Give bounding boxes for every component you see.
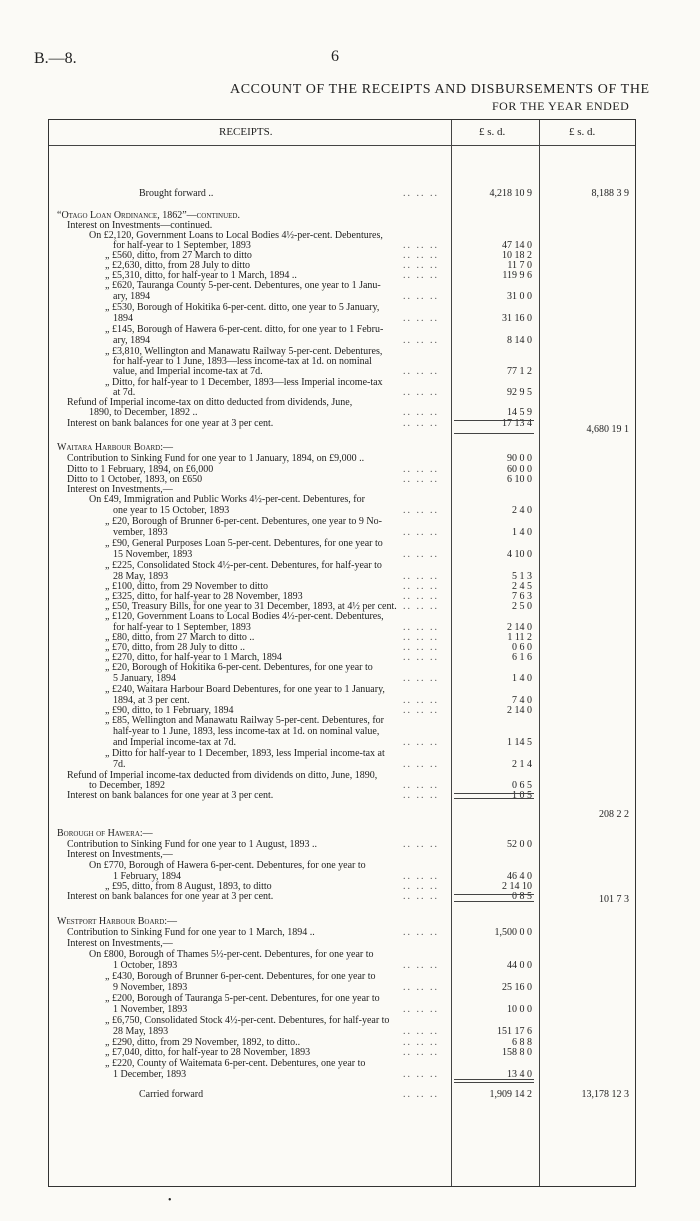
ledger-row [49,927,635,938]
row-description: „ £90, General Purposes Loan 5-per-cent. Debentures, for one year to [105,538,383,549]
row-description: Interest on bank balances for one year at 3 per cent. [67,418,274,429]
row-description: „ £100, ditto, from 29 November to ditto [105,581,269,592]
leader-dots: .. .. .. [403,1004,439,1015]
ledger-row [49,611,635,622]
leader-dots: .. .. .. [403,790,439,801]
row-description: „ £6,750, Consolidated Stock 4½-per-cent. Debentures, for half-year to [105,1015,390,1026]
leader-dots: .. .. .. [403,1026,439,1037]
row-description: 1894, at 3 per cent. [113,695,190,706]
leader-dots: .. .. .. [403,387,439,398]
item-amount: 5 1 3 [512,571,532,582]
row-description: „ £225, Consolidated Stock 4½-per-cent. Debentures, for half-year to [105,560,382,571]
subtotal-row [49,809,635,820]
ledger-row [49,737,635,748]
row-description: „ £20, Borough of Hokitika 6-per-cent. Debentures, for one year to [105,662,373,673]
item-amount: 7 6 3 [512,591,532,602]
ledger-row [49,313,635,324]
ledger-row [49,949,635,960]
item-amount: 1 4 0 [512,673,532,684]
ledger-row [49,715,635,726]
leader-dots: .. .. .. [403,313,439,324]
ledger-row [49,1026,635,1037]
row-description: „ £120, Government Loans to Local Bodies 4½-per-cent. Debentures, [105,611,384,622]
item-amount: 119 9 6 [502,270,532,281]
row-description: 28 May, 1893 [113,1026,169,1037]
ledger-row [49,494,635,505]
row-description: On £2,120, Government Loans to Local Bodies 4½-per-cent. Debentures, [89,230,383,241]
leader-dots: .. .. .. [403,291,439,302]
sum-rule [454,894,534,895]
ledger-row [49,453,635,464]
row-description: 15 November, 1893 [113,549,193,560]
ledger-row [49,560,635,571]
item-amount: 151 17 6 [497,1026,532,1037]
item-amount: 2 4 5 [512,581,532,592]
subtotal-row [49,424,635,435]
row-description: 28 May, 1893 [113,571,169,582]
ledger-row [49,538,635,549]
ledger-row [49,1015,635,1026]
section-total: 101 7 3 [599,894,629,905]
row-description: „ £240, Waitara Harbour Board Debentures, for one year to 1 January, [105,684,385,695]
ledger-row [49,280,635,291]
item-amount: 17 13 4 [502,418,532,429]
row-description: „ £220, County of Waitemata 6-per-cent. Debentures, one year to [105,1058,366,1069]
row-description: Contribution to Sinking Fund for one year to 1 March, 1894 .. [67,927,315,938]
section-total: 208 2 2 [599,809,629,820]
leader-dots: .. .. .. [403,839,439,850]
page-title: ACCOUNT OF THE RECEIPTS AND DISBURSEMENTS OF THE [230,82,650,97]
row-description: Brought forward .. [139,188,214,199]
item-amount: 2 1 4 [512,759,532,770]
row-description: for half-year to 1 September, 1893 [113,240,251,251]
row-description: to December, 1892 [89,780,165,791]
row-description: „ £560, ditto, from 27 March to ditto [105,250,252,261]
item-amount: 14 5 9 [507,407,532,418]
row-description: „ £85, Wellington and Manawatu Railway 5-per-cent. Debentures, for [105,715,384,726]
leader-dots: .. .. .. [403,982,439,993]
row-description: „ £5,310, ditto, for half-year to 1 March, 1894 .. [105,270,297,281]
ledger-row [49,684,635,695]
row-description: value, and Imperial income-tax at 7d. [113,366,263,377]
row-description: „ £7,040, ditto, for half-year to 28 November, 1893 [105,1047,311,1058]
leader-dots: .. .. .. [403,759,439,770]
row-description: „ £530, Borough of Hokitika 6-per-cent. ditto, one year to 5 January, [105,302,380,313]
item-amount: 158 8 0 [502,1047,532,1058]
item-amount: 10 18 2 [502,250,532,261]
sum-rule [454,1082,534,1083]
row-description: Ditto to 1 February, 1894, on £6,000 [67,464,214,475]
leader-dots: .. .. .. [403,673,439,684]
row-description: vember, 1893 [113,527,168,538]
ledger-row [49,828,635,839]
row-description: „ £270, ditto, for half-year to 1 March, 1894 [105,652,282,663]
row-description: 1890, to December, 1892 .. [89,407,198,418]
leader-dots: .. .. .. [403,601,439,612]
row-description: „ £430, Borough of Brunner 6-per-cent. Debentures, for one year to [105,971,376,982]
item-amount: 1,909 14 2 [489,1089,532,1100]
row-description: „ £95, ditto, from 8 August, 1893, to ditto [105,881,272,892]
row-description: Interest on Investments—continued. [67,220,213,231]
leader-dots: .. .. .. [403,642,439,653]
ledger-row [49,291,635,302]
item-amount: 2 5 0 [512,601,532,612]
sum-rule [454,901,534,902]
row-description: and Imperial income-tax at 7d. [113,737,237,748]
leader-dots: .. .. .. [403,891,439,902]
ledger-row [49,993,635,1004]
row-description: ary, 1894 [113,291,151,302]
item-amount: 0 6 0 [512,642,532,653]
row-description: Refund of Imperial income-tax deducted from dividends on ditto, June, 1890, [67,770,378,781]
item-amount: 0 8 5 [512,891,532,902]
item-amount: 92 9 5 [507,387,532,398]
row-description: 1 December, 1893 [113,1069,187,1080]
ledger-row [49,1004,635,1015]
section-heading: Borough of Hawera:— [57,828,153,839]
row-description: 1 February, 1894 [113,871,181,882]
ledger-row [49,982,635,993]
row-description: „ £3,810, Wellington and Manawatu Railway 5-per-cent. Debentures, [105,346,383,357]
ledger-row [49,527,635,538]
item-amount: 46 4 0 [507,871,532,882]
sum-rule [454,798,534,799]
receipts-table [48,119,636,1187]
ledger-row [49,188,635,199]
item-amount: 1 11 2 [507,632,532,643]
ledger-row [49,971,635,982]
item-amount: 13 4 0 [507,1069,532,1080]
header-divider [49,145,635,146]
row-description: On £800, Borough of Thames 5½-per-cent. Debentures, for one year to [89,949,374,960]
subtotal-row [49,894,635,905]
section-total: 4,680 19 1 [586,424,629,435]
leader-dots: .. .. .. [403,366,439,377]
row-description: „ £145, Borough of Hawera 6-per-cent. ditto, for one year to 1 Febru- [105,324,384,335]
section-total: 13,178 12 3 [581,1089,629,1100]
row-description: „ £290, ditto, from 29 November, 1892, to ditto.. [105,1037,301,1048]
ledger-row [49,407,635,418]
item-amount: 2 14 0 [507,622,532,633]
sum-rule [454,433,534,434]
row-description: 1 October, 1893 [113,960,178,971]
ledger-row [49,1069,635,1080]
item-amount: 8 14 0 [507,335,532,346]
row-description: 1 November, 1893 [113,1004,188,1015]
item-amount: 47 14 0 [502,240,532,251]
leader-dots: .. .. .. [403,1089,439,1100]
ledger-row [49,516,635,527]
item-amount: 4,218 10 9 [489,188,532,199]
row-description: „ £2,630, ditto, from 28 July to ditto [105,260,250,271]
leader-dots: .. .. .. [403,1037,439,1048]
row-description: Carried forward [139,1089,204,1100]
ledger-row [49,916,635,927]
item-amount: 6 8 8 [512,1037,532,1048]
leader-dots: .. .. .. [403,270,439,281]
leader-dots: .. .. .. [403,549,439,560]
leader-dots: .. .. .. [403,250,439,261]
row-description: 5 January, 1894 [113,673,176,684]
leader-dots: .. .. .. [403,881,439,892]
leader-dots: .. .. .. [403,960,439,971]
item-amount: 1 0 5 [512,790,532,801]
leader-dots: .. .. .. [403,418,439,429]
item-amount: 2 4 0 [512,505,532,516]
item-amount: 90 0 0 [507,453,532,464]
leader-dots: .. .. .. [403,407,439,418]
ledger-row [49,1058,635,1069]
item-amount: 6 10 0 [507,474,532,485]
ledger-row [49,505,635,516]
item-amount: 11 7 0 [507,260,532,271]
leader-dots: .. .. .. [403,505,439,516]
ledger-row [49,748,635,759]
item-amount: 4 10 0 [507,549,532,560]
sum-rule [454,420,534,421]
leader-dots: .. .. .. [403,871,439,882]
item-amount: 77 1 2 [507,366,532,377]
item-amount: 25 16 0 [502,982,532,993]
leader-dots: .. .. .. [403,527,439,538]
ledger-row [49,860,635,871]
ledger-row [49,302,635,313]
item-amount: 1 4 0 [512,527,532,538]
page-number: 6 [331,48,339,65]
leader-dots: .. .. .. [403,632,439,643]
item-amount: 6 1 6 [512,652,532,663]
ledger-row [49,1089,635,1100]
row-description: „ £620, Tauranga County 5-per-cent. Debentures, one year to 1 Janu- [105,280,381,291]
item-amount: 31 0 0 [507,291,532,302]
ledger-row [49,366,635,377]
row-description: „ £20, Borough of Brunner 6-per-cent. Debentures, one year to 9 No- [105,516,382,527]
item-amount: 52 0 0 [507,839,532,850]
leader-dots: .. .. .. [403,581,439,592]
section-heading: Waitara Harbour Board:— [57,442,173,453]
item-amount: 1 14 5 [507,737,532,748]
row-description: Interest on bank balances for one year at 3 per cent. [67,790,274,801]
receipts-column-header: RECEIPTS. [219,126,273,138]
sum-rule [454,1079,534,1080]
row-description: for half-year to 1 September, 1893 [113,622,251,633]
row-description: one year to 15 October, 1893 [113,505,230,516]
leader-dots: .. .. .. [403,474,439,485]
leader-dots: .. .. .. [403,335,439,346]
total-column-header: £ s. d. [569,126,596,138]
ledger-row [49,662,635,673]
row-description: Contribution to Sinking Fund for one year to 1 August, 1893 .. [67,839,317,850]
ledger-row [49,726,635,737]
row-description: Interest on Investments,— [67,849,173,860]
item-amount: 1,500 0 0 [494,927,532,938]
row-description: Ditto to 1 October, 1893, on £650 [67,474,203,485]
row-description: 7d. [113,759,126,770]
ledger-row [49,673,635,684]
row-description: „ £70, ditto, from 28 July to ditto .. [105,642,245,653]
row-description: „ £50, Treasury Bills, for one year to 31 December, 1893, at 4½ per cent. [105,601,397,612]
item-amount: 31 16 0 [502,313,532,324]
row-description: „ £200, Borough of Tauranga 5-per-cent. Debentures, for one year to [105,993,380,1004]
section-total: 8,188 3 9 [591,188,629,199]
document-reference: B.—8. [34,50,77,67]
ledger-row [49,335,635,346]
row-description: Interest on Investments,— [67,938,173,949]
leader-dots: .. .. .. [403,705,439,716]
ledger-row [49,938,635,949]
leader-dots: .. .. .. [403,927,439,938]
row-description: Interest on Investments,— [67,484,173,495]
item-amount: 44 0 0 [507,960,532,971]
row-description: 1894 [113,313,133,324]
row-description: „ Ditto, for half-year to 1 December, 1893—less Imperial income-tax [105,377,383,388]
row-description: On £770, Borough of Hawera 6-per-cent. Debentures, for one year to [89,860,366,871]
sum-rule [454,793,534,794]
row-description: „ £80, ditto, from 27 March to ditto .. [105,632,255,643]
amount-column-header: £ s. d. [479,126,506,138]
item-amount: 60 0 0 [507,464,532,475]
row-description: Contribution to Sinking Fund for one year to 1 January, 1894, on £9,000 .. [67,453,365,464]
row-description: half-year to 1 June, 1893, less income-tax at 1d. on nominal value, [113,726,380,737]
ledger-row [49,549,635,560]
ledger-row [49,790,635,801]
row-description: „ £325, ditto, for half-year to 28 November, 1893 [105,591,303,602]
leader-dots: .. .. .. [403,1047,439,1058]
ledger-row [49,442,635,453]
ledger-row [49,324,635,335]
row-description: „ £90, ditto, to 1 February, 1894 [105,705,234,716]
leader-dots: .. .. .. [403,464,439,475]
leader-dots: .. .. .. [403,780,439,791]
ink-mark: • [168,1195,172,1206]
row-description: Interest on bank balances for one year at 3 per cent. [67,891,274,902]
ledger-row [49,849,635,860]
row-description: „ Ditto for half-year to 1 December, 1893, less Imperial income-tax at [105,748,385,759]
ledger-row [49,1047,635,1058]
page-subtitle: FOR THE YEAR ENDED [492,99,630,113]
row-description: On £49, Immigration and Public Works 4½-per-cent. Debentures, for [89,494,365,505]
row-description: 9 November, 1893 [113,982,188,993]
leader-dots: .. .. .. [403,188,439,199]
section-heading: Westport Harbour Board:— [57,916,178,927]
row-description: ary, 1894 [113,335,151,346]
leader-dots: .. .. .. [403,695,439,706]
leader-dots: .. .. .. [403,737,439,748]
leader-dots: .. .. .. [403,591,439,602]
section-heading: “Otago Loan Ordinance, 1862”—continued. [57,210,240,221]
row-description: Refund of Imperial income-tax on ditto deducted from dividends, June, [67,397,353,408]
leader-dots: .. .. .. [403,652,439,663]
item-amount: 2 14 10 [502,881,532,892]
item-amount: 0 6 5 [512,780,532,791]
leader-dots: .. .. .. [403,622,439,633]
leader-dots: .. .. .. [403,1069,439,1080]
row-description: for half-year to 1 June, 1893—less income-tax at 1d. on nominal [113,356,372,367]
ledger-row [49,960,635,971]
leader-dots: .. .. .. [403,260,439,271]
item-amount: 10 0 0 [507,1004,532,1015]
row-description: at 7d. [113,387,136,398]
item-amount: 2 14 0 [507,705,532,716]
leader-dots: .. .. .. [403,571,439,582]
item-amount: 7 4 0 [512,695,532,706]
leader-dots: .. .. .. [403,240,439,251]
ledger-row [49,759,635,770]
